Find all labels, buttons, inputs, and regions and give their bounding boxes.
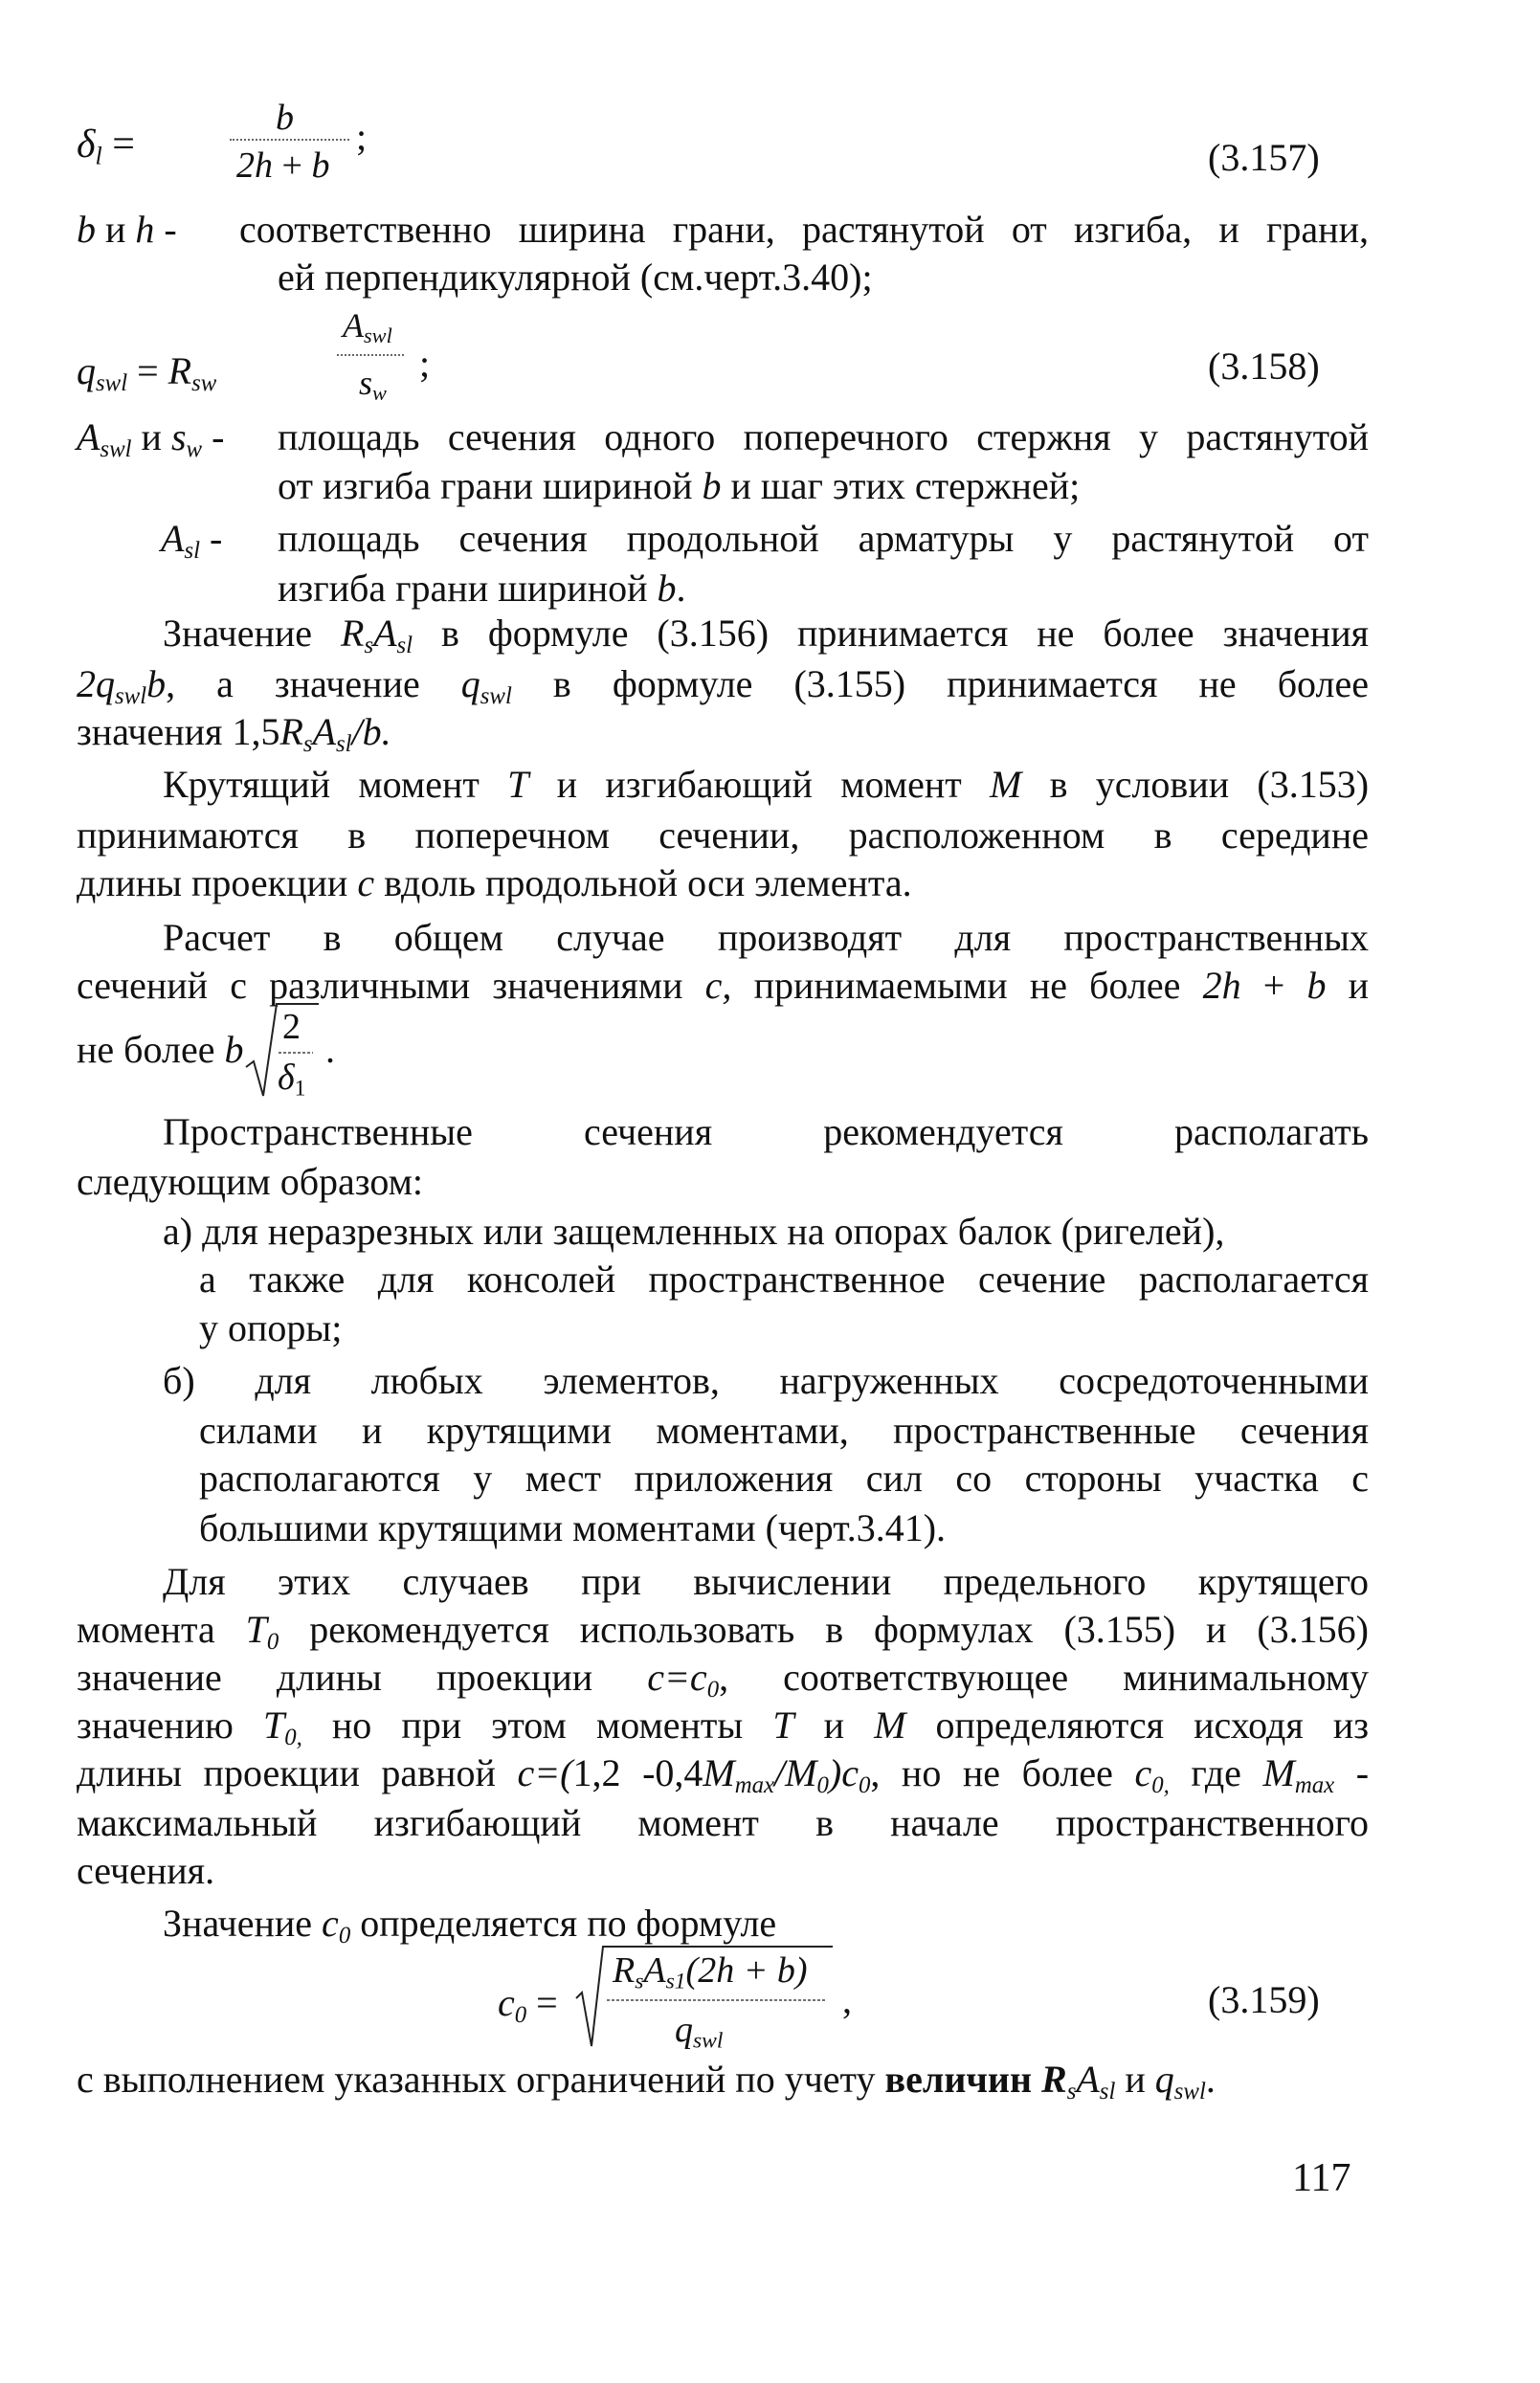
sqrt-numerator: 2 <box>282 1007 301 1047</box>
eq157-fraction-bar <box>230 139 349 141</box>
eq157-numerator: b <box>276 98 294 138</box>
eq158-fraction-bar <box>337 354 404 356</box>
eq157-lhs: δ <box>77 122 96 167</box>
book-page: $\delta_l$ = b 2h + b ; (3.157) b и h - соответственно ширина грани, растянутой от изгиба, и грани, ей перпендикулярной (см.черт.3.40); $q_{swl} = R_{sw}$ $A_{swl}$ $s_w$ ; (3.158) $A_{swl}$ и $s_w$ - площадь сечения одного поперечного стержня у растянутой от изгиба грани шириной b и шаг этих стержней; $A_{sl}$ - площадь сечения продольной арматуры у растянутой от изгиба грани шириной b. Значение $R_sA_{sl}$ в формуле (3.156) принимается не более значения $2q_{swl}b$, а значение $q_{swl}$ в формуле (3.155) принимается не более значения $1,5R_sA_{sl}/b$. Крутящий момент T и изгибающий момент M в условии (3.153) принимаются в поперечном сечении, расположенном в середине длины проекции c вдоль продольной оси элемента. Расчет в общем случае производят для пространственных сечений с различными значениями c, принимаемыми не более 2h + b и не более b 2 $\delta_1$ . Пространственные сечения рекомендуется располагать следующим образом: а) для неразрезных или защемленных на опорах балок (ригелей), а также для консолей пространственное сечение располагается у опоры; б) для любых элементов, нагруженных сосредоточенными силами и крутящими моментами, пространственные сечения располагаются у мест приложения сил со стороны участка с большими крутящими моментами (черт.3.41). Для этих случаев при вычислении предельного крутящего момента $T_0$ рекомендуется использовать в формулах (3.155) и (3.156) значение длины проекции $c=c_0$, соответствующее минимальному значению $T_{0,}$ но при этом моменты T и M определяются исходя из длины проекции равной c=(1,2 $-0,4M_{max}/M_0)c_0$, но не более $c_{0,}$ где $M_{max}$ - максимальный изгибающий момент в начале пространственного сечения. Значение $c_0$ определяется по формуле $c_0$ = $R_sA_{s1}(2h + b)$ $q_{swl}$ , (3.159) с выполнением указанных ограничений по учету величин $R_sA_{sl}$ и $q_{swl}$. 117 <box>0 0 1540 2383</box>
eq158-number: (3.158) <box>1208 345 1320 388</box>
not-more-than-label: не более b <box>77 1028 244 1071</box>
eq157-number: (3.157) <box>1208 136 1320 179</box>
page-number: 117 <box>1292 2156 1351 2200</box>
eq159-number: (3.159) <box>1208 1978 1320 2021</box>
eq157-den-2h: 2h <box>236 145 273 186</box>
